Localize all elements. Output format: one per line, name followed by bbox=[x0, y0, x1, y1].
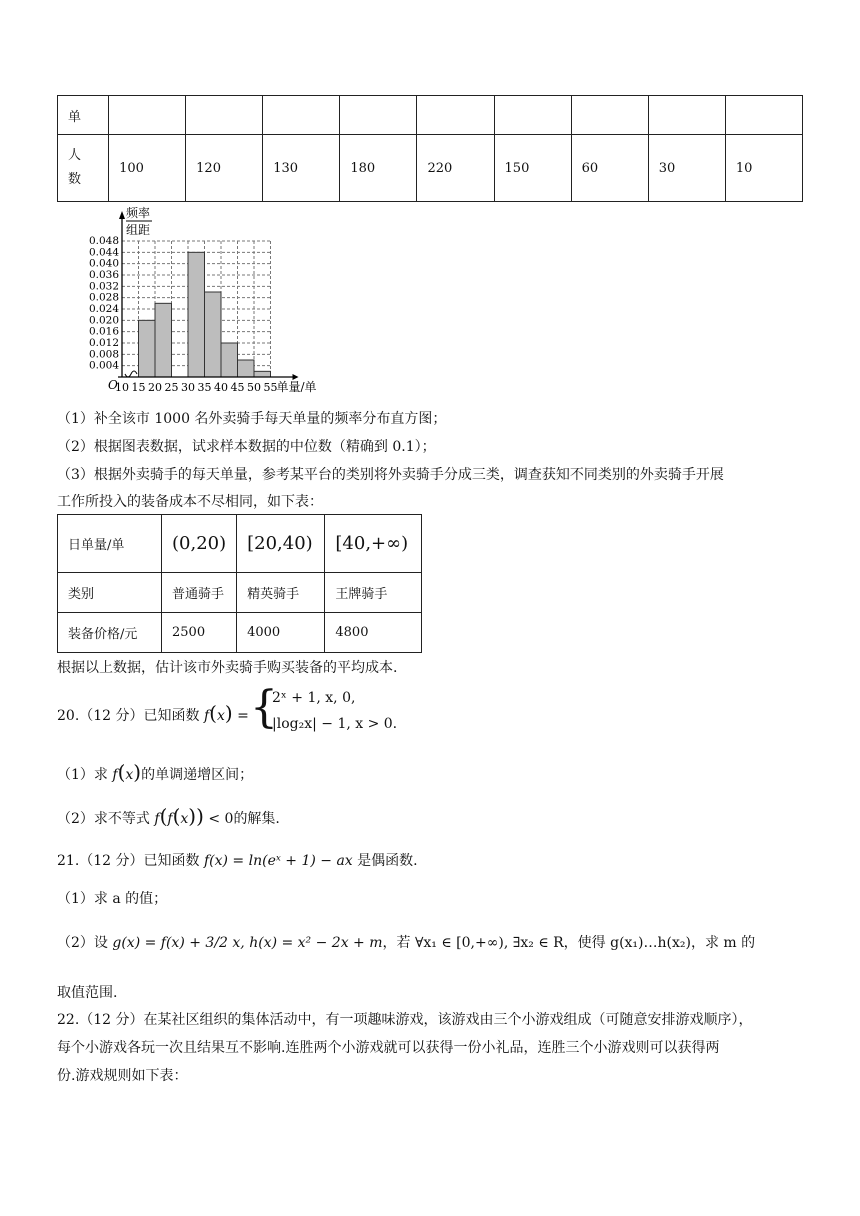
x-tick-label: 35 bbox=[197, 381, 212, 394]
y-tick-label: 0.036 bbox=[88, 269, 119, 281]
count-cell: 220 bbox=[417, 135, 494, 202]
row-header-dan: 单 bbox=[58, 96, 109, 135]
y-tick-label: 0.044 bbox=[88, 246, 119, 259]
y-axis-arrow bbox=[119, 211, 125, 219]
count-cell: 100 bbox=[109, 135, 186, 202]
price-elite: 4000 bbox=[237, 613, 325, 653]
range-high: [40,+∞) bbox=[325, 515, 422, 573]
y-tick-label: 0.024 bbox=[88, 303, 119, 315]
problem-20-intro: 20.（12 分）已知函数 f(x) = bbox=[57, 701, 249, 725]
label-category: 类别 bbox=[58, 573, 162, 613]
x-axis-label: 单量/单 bbox=[276, 380, 317, 394]
y-tick-label: 0.004 bbox=[88, 359, 119, 372]
histogram-bar bbox=[155, 303, 172, 377]
range-low: (0,20) bbox=[162, 515, 237, 573]
x-tick-label: 20 bbox=[148, 381, 162, 394]
conclusion: 根据以上数据，估计该市外卖骑手购买装备的平均成本. bbox=[57, 660, 398, 676]
question-1: （1）补全该市 1000 名外卖骑手每天单量的频率分布直方图； bbox=[57, 411, 447, 427]
case-2: |log₂x| − 1, x > 0. bbox=[272, 716, 398, 732]
count-cell: 30 bbox=[648, 135, 725, 202]
count-cell: 150 bbox=[494, 135, 571, 202]
category-ordinary: 普通骑手 bbox=[162, 573, 237, 613]
x-tick-label: 40 bbox=[214, 381, 228, 394]
axis-break bbox=[125, 371, 137, 377]
histogram-bar bbox=[205, 292, 222, 377]
case-1: 2ˣ + 1, x, 0, bbox=[272, 690, 356, 706]
histogram-bar bbox=[221, 343, 238, 377]
y-tick-label: 0.008 bbox=[88, 348, 119, 361]
y-tick-label: 0.028 bbox=[88, 291, 119, 304]
origin-label: O bbox=[108, 378, 118, 392]
problem-20-part-2: （2）求不等式 f(f(x)) < 0的解集. bbox=[57, 804, 280, 828]
category-ace: 王牌骑手 bbox=[325, 573, 422, 613]
x-tick-label: 50 bbox=[247, 381, 261, 394]
question-3-line-2: 工作所投入的装备成本不尽相同，如下表： bbox=[57, 494, 323, 510]
y-tick-label: 0.048 bbox=[88, 235, 119, 247]
histogram-bar bbox=[188, 252, 205, 377]
x-tick-label: 55 bbox=[263, 381, 278, 394]
brace: { bbox=[250, 682, 278, 733]
problem-21-part-2-end: 取值范围. bbox=[57, 985, 118, 1001]
problem-22-line-3: 份.游戏规则如下表： bbox=[57, 1068, 188, 1084]
histogram-bar bbox=[238, 360, 255, 377]
price-ordinary: 2500 bbox=[162, 613, 237, 653]
equipment-cost-table bbox=[57, 514, 422, 653]
count-cell: 60 bbox=[571, 135, 648, 202]
row-header-renshu: 人 数 bbox=[58, 135, 109, 202]
y-label-bottom: 组距 bbox=[126, 223, 151, 237]
question-3-line-1: （3）根据外卖骑手的每天单量，参考某平台的类别将外卖骑手分成三类，调查获知不同类别的外卖骑手开展 bbox=[57, 467, 724, 483]
problem-21-part-2: （2）设 g(x) = f(x) + 3/2 x, h(x) = x² − 2x + m，若 ∀x₁ ∈ [0,+∞), ∃x₂ ∈ R，使得 g(x₁)…h(x₂)，求 m 的 bbox=[57, 935, 756, 951]
range-mid: [20,40) bbox=[237, 515, 325, 573]
x-tick-label: 30 bbox=[181, 381, 195, 394]
frequency-table bbox=[57, 95, 803, 202]
x-tick-label: 45 bbox=[230, 381, 245, 394]
count-cell: 130 bbox=[263, 135, 340, 202]
count-cell: 180 bbox=[340, 135, 417, 202]
label-daily-orders: 日单量/单 bbox=[58, 515, 162, 573]
count-cell: 120 bbox=[186, 135, 263, 202]
count-cell: 10 bbox=[725, 135, 802, 202]
x-tick-label: 15 bbox=[131, 381, 146, 394]
y-tick-label: 0.016 bbox=[88, 325, 119, 338]
price-ace: 4800 bbox=[325, 613, 422, 653]
problem-22-line-2: 每个小游戏各玩一次且结果互不影响.连胜两个小游戏就可以获得一份小礼品，连胜三个小游戏则可以获得两 bbox=[57, 1040, 720, 1056]
problem-21-intro: 21.（12 分）已知函数 f(x) = ln(eˣ + 1) − ax 是偶函数. bbox=[57, 853, 418, 869]
x-tick-label: 10 bbox=[115, 381, 129, 394]
x-tick-label: 25 bbox=[164, 381, 179, 394]
y-tick-label: 0.040 bbox=[88, 257, 119, 270]
y-tick-label: 0.020 bbox=[88, 314, 119, 327]
y-label-top: 频率 bbox=[126, 206, 151, 220]
histogram-bar bbox=[254, 371, 271, 377]
label-price: 装备价格/元 bbox=[58, 613, 162, 653]
problem-21-part-1: （1）求 a 的值； bbox=[57, 891, 168, 907]
histogram-bar bbox=[139, 320, 156, 377]
category-elite: 精英骑手 bbox=[237, 573, 325, 613]
frequency-histogram bbox=[70, 205, 370, 400]
y-tick-label: 0.032 bbox=[88, 280, 119, 293]
problem-22-line-1: 22.（12 分）在某社区组织的集体活动中，有一项趣味游戏，该游戏由三个小游戏组成（可随意安排游戏顺序）， bbox=[57, 1012, 753, 1028]
question-2: （2）根据图表数据，试求样本数据的中位数（精确到 0.1）； bbox=[57, 439, 436, 455]
problem-20-part-1: （1）求 f(x)的单调递增区间； bbox=[57, 760, 254, 784]
y-tick-label: 0.012 bbox=[88, 337, 119, 349]
